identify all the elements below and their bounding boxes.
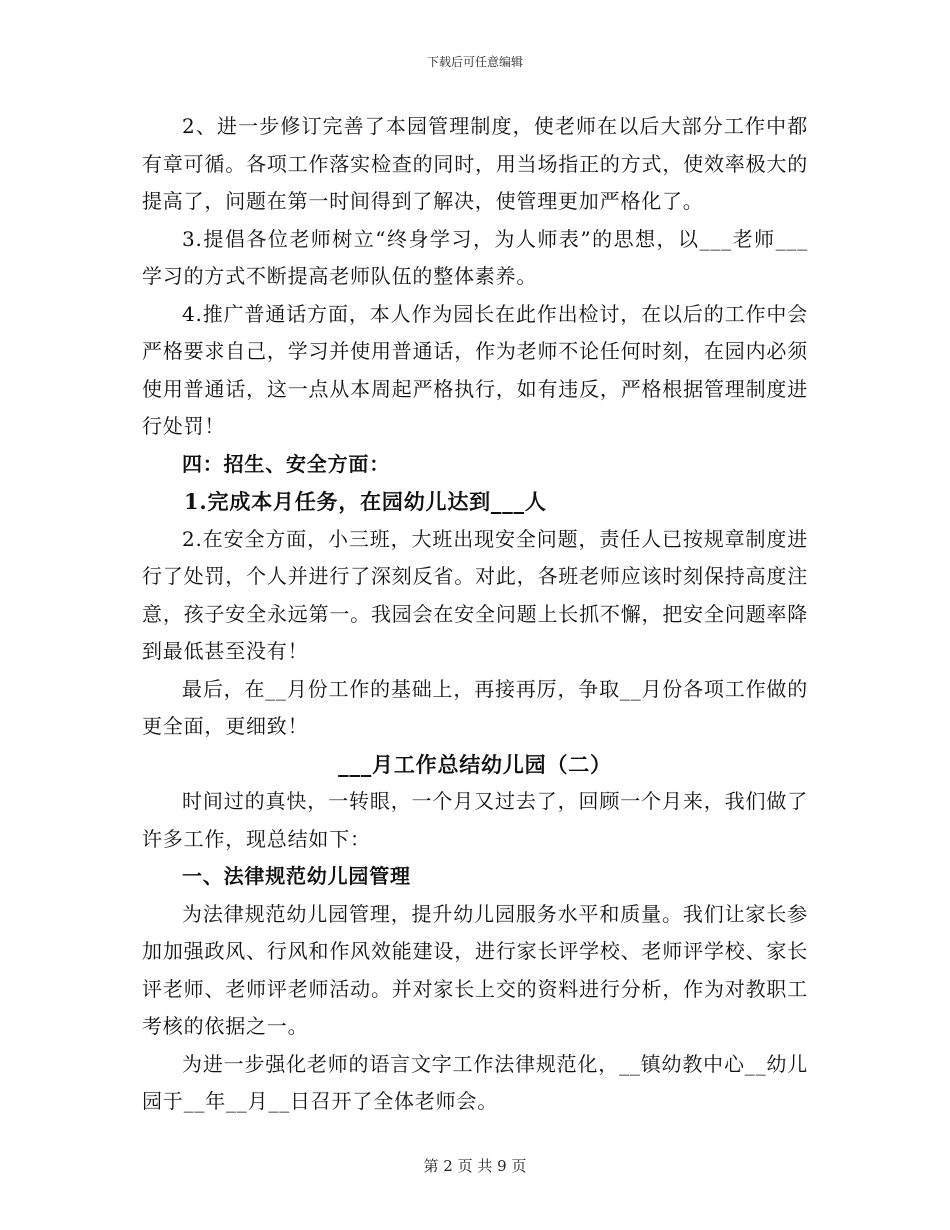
paragraph-item-3: 3.提倡各位老师树立“终身学习，为人师表”的思想，以___老师___学习的方式不断提高老师队伍的整体素养。 <box>142 226 808 288</box>
document-title-part-two: ___月工作总结幼儿园（二） <box>338 751 612 777</box>
document-body <box>142 108 808 1121</box>
paragraph-item-2: 2、进一步修订完善了本园管理制度，使老师在以后大部分工作中都有章可循。各项工作落实检查的同时，用当场指正的方式，使效率极大的提高了，问题在第一时间得到了解决，使管理更加严格化了。 <box>142 114 808 213</box>
page-number-footer: 第 2 页 共 9 页 <box>423 1157 527 1175</box>
section-heading-legal-management: 一、法律规范幼儿园管理 <box>182 864 411 888</box>
paragraph-closing: 最后，在__月份工作的基础上，再接再厉，争取__月份各项工作做的更全面，更细致！ <box>142 676 808 738</box>
section-heading-enrollment-safety: 四：招生、安全方面： <box>182 451 390 476</box>
paragraph-item-4: 4.推广普通话方面，本人作为园长在此作出检讨，在以后的工作中会严格要求自己，学习并使用普通话，作为老师不论任何时刻，在园内必须使用普通话，这一点从本周起严格执行，如有违反，严格根据管理制度进行处罚！ <box>142 301 808 438</box>
paragraph-safety: 2.在安全方面，小三班，大班出现安全问题，责任人已按规章制度进行了处罚，个人并进行了深刻反省。对此，各班老师应该时刻保持高度注意，孩子安全永远第一。我园会在安全问题上长抓不懈，把安全问题率降到最低甚至没有！ <box>142 526 808 663</box>
page-header-note: 下载后可任意编辑 <box>426 55 523 69</box>
enrollment-target-heading: 1.完成本月任务，在园幼儿达到___人 <box>184 489 547 514</box>
paragraph-teacher-meeting: 为进一步强化老师的语言文字工作法律规范化，__镇幼教中心__幼儿园于__年__月__日召开了全体老师会。 <box>142 1051 808 1113</box>
paragraph-legal-management: 为法律规范幼儿园管理，提升幼儿园服务水平和质量。我们让家长参加加强政风、行风和作风效能建设，进行家长评学校、老师评学校、家长评老师、老师评老师活动。并对家长上交的资料进行分析，作为对教职工考核的依据之一。 <box>142 901 808 1038</box>
paragraph-intro: 时间过的真快，一转眼，一个月又过去了，回顾一个月来，我们做了许多工作，现总结如下： <box>142 789 808 851</box>
